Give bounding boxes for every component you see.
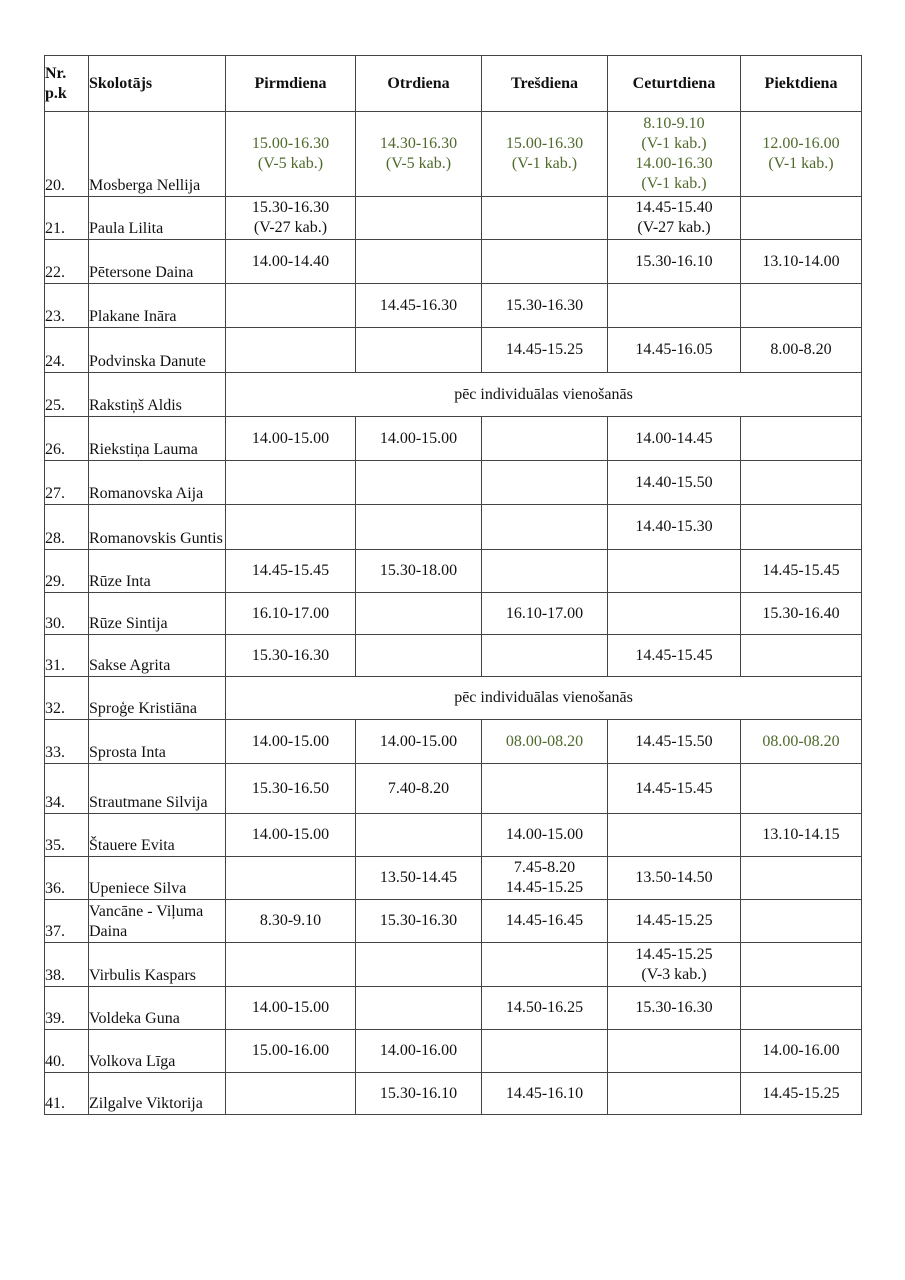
table-row [45,240,862,284]
friday-slot [741,900,862,943]
friday-slot: 12.00-16.00 (V-1 kab.) [741,112,862,197]
friday-slot: 8.00-8.20 [741,328,862,373]
monday-slot: 15.00-16.00 [226,1030,356,1073]
wednesday-slot: 16.10-17.00 [482,593,608,635]
teacher-name: Pētersone Daina [89,240,226,284]
tuesday-slot: 14.00-15.00 [356,720,482,764]
wednesday-slot [482,635,608,677]
table-row [45,373,862,417]
row-number: 28. [45,505,89,550]
row-number: 41. [45,1073,89,1115]
friday-slot: 13.10-14.15 [741,814,862,857]
table-row [45,943,862,987]
row-number: 33. [45,720,89,764]
thursday-slot: 15.30-16.10 [608,240,741,284]
tuesday-slot: 14.00-15.00 [356,417,482,461]
thursday-slot: 14.45-15.40 (V-27 kab.) [608,197,741,240]
monday-slot: 14.00-15.00 [226,814,356,857]
tuesday-slot [356,814,482,857]
monday-slot [226,284,356,328]
teacher-name: Rūze Inta [89,550,226,593]
wednesday-slot [482,1030,608,1073]
table-row [45,987,862,1030]
monday-slot: 15.30-16.50 [226,764,356,814]
wednesday-slot [482,764,608,814]
table-row [45,857,862,900]
table-row [45,814,862,857]
teacher-name: Sprosta Inta [89,720,226,764]
header-wednesday: Trešdiena [482,56,608,112]
wednesday-slot: 7.45-8.20 14.45-15.25 [482,857,608,900]
friday-slot [741,943,862,987]
table-row [45,417,862,461]
monday-slot [226,1073,356,1115]
friday-slot: 14.00-16.00 [741,1030,862,1073]
teacher-name: Plakane Ināra [89,284,226,328]
thursday-slot: 14.00-14.45 [608,417,741,461]
tuesday-slot [356,943,482,987]
row-number: 29. [45,550,89,593]
thursday-slot [608,1030,741,1073]
teacher-name: Vancāne - Viļuma Daina [89,900,226,943]
wednesday-slot [482,550,608,593]
teacher-name: Riekstiņa Lauma [89,417,226,461]
monday-slot: 14.00-15.00 [226,417,356,461]
thursday-slot [608,550,741,593]
teacher-name: Podvinska Danute [89,328,226,373]
friday-slot [741,197,862,240]
thursday-slot [608,814,741,857]
header-thursday: Ceturtdiena [608,56,741,112]
monday-slot [226,505,356,550]
teacher-name: Zilgalve Viktorija [89,1073,226,1115]
header-tuesday: Otrdiena [356,56,482,112]
tuesday-slot [356,240,482,284]
wednesday-slot [482,461,608,505]
friday-slot [741,857,862,900]
tuesday-slot [356,635,482,677]
row-number: 30. [45,593,89,635]
monday-slot: 14.00-15.00 [226,987,356,1030]
row-number: 26. [45,417,89,461]
tuesday-slot [356,505,482,550]
monday-slot: 15.30-16.30 (V-27 kab.) [226,197,356,240]
table-row [45,677,862,720]
consultation-schedule-table [44,55,862,1115]
thursday-slot: 13.50-14.50 [608,857,741,900]
friday-slot [741,635,862,677]
row-number: 22. [45,240,89,284]
teacher-name: Strautmane Silvija [89,764,226,814]
table-row [45,197,862,240]
monday-slot [226,857,356,900]
teacher-name: Paula Lilita [89,197,226,240]
monday-slot: 16.10-17.00 [226,593,356,635]
tuesday-slot [356,987,482,1030]
tuesday-slot: 14.45-16.30 [356,284,482,328]
thursday-slot: 14.40-15.30 [608,505,741,550]
header-nr: Nr. p.k [45,56,89,112]
tuesday-slot: 15.30-16.30 [356,900,482,943]
wednesday-slot: 15.00-16.30 (V-1 kab.) [482,112,608,197]
header-monday: Pirmdiena [226,56,356,112]
friday-slot: 08.00-08.20 [741,720,862,764]
monday-slot: 15.30-16.30 [226,635,356,677]
table-row [45,550,862,593]
table-row [45,720,862,764]
wednesday-slot [482,417,608,461]
row-number: 37. [45,900,89,943]
tuesday-slot: 13.50-14.45 [356,857,482,900]
teacher-name: Štauere Evita [89,814,226,857]
monday-slot: 14.45-15.45 [226,550,356,593]
monday-slot: 15.00-16.30 (V-5 kab.) [226,112,356,197]
tuesday-slot: 7.40-8.20 [356,764,482,814]
row-number: 38. [45,943,89,987]
friday-slot [741,417,862,461]
row-number: 27. [45,461,89,505]
row-number: 23. [45,284,89,328]
wednesday-slot: 14.45-16.10 [482,1073,608,1115]
wednesday-slot: 08.00-08.20 [482,720,608,764]
thursday-slot: 14.45-15.50 [608,720,741,764]
teacher-name: Mosberga Nellija [89,112,226,197]
table-row [45,112,862,197]
teacher-name: Volkova Līga [89,1030,226,1073]
monday-slot: 14.00-14.40 [226,240,356,284]
tuesday-slot [356,461,482,505]
friday-slot [741,284,862,328]
row-number: 35. [45,814,89,857]
teacher-name: Voldeka Guna [89,987,226,1030]
table-row [45,1030,862,1073]
table-row [45,461,862,505]
tuesday-slot: 14.00-16.00 [356,1030,482,1073]
table-row [45,1073,862,1115]
friday-slot [741,505,862,550]
teacher-name: Upeniece Silva [89,857,226,900]
friday-slot [741,987,862,1030]
teacher-name: Virbulis Kaspars [89,943,226,987]
thursday-slot [608,1073,741,1115]
tuesday-slot: 15.30-18.00 [356,550,482,593]
monday-slot: 14.00-15.00 [226,720,356,764]
thursday-slot: 14.45-16.05 [608,328,741,373]
table-row [45,505,862,550]
friday-slot: 14.45-15.45 [741,550,862,593]
thursday-slot: 8.10-9.10 (V-1 kab.) 14.00-16.30 (V-1 kab.) [608,112,741,197]
thursday-slot [608,593,741,635]
wednesday-slot: 14.50-16.25 [482,987,608,1030]
row-number: 24. [45,328,89,373]
wednesday-slot: 14.00-15.00 [482,814,608,857]
wednesday-slot [482,197,608,240]
monday-slot: 8.30-9.10 [226,900,356,943]
friday-slot [741,461,862,505]
thursday-slot: 14.45-15.45 [608,764,741,814]
friday-slot [741,764,862,814]
teacher-name: Romanovskis Guntis [89,505,226,550]
tuesday-slot: 14.30-16.30 (V-5 kab.) [356,112,482,197]
row-number: 34. [45,764,89,814]
row-number: 20. [45,112,89,197]
wednesday-slot: 14.45-16.45 [482,900,608,943]
friday-slot: 15.30-16.40 [741,593,862,635]
row-number: 36. [45,857,89,900]
wednesday-slot [482,943,608,987]
table-row [45,764,862,814]
header-teacher: Skolotājs [89,56,226,112]
monday-slot [226,943,356,987]
monday-slot [226,328,356,373]
table-row [45,593,862,635]
wednesday-slot [482,505,608,550]
teacher-name: Rūze Sintija [89,593,226,635]
thursday-slot: 14.45-15.25 [608,900,741,943]
thursday-slot: 14.45-15.25 (V-3 kab.) [608,943,741,987]
thursday-slot: 14.40-15.50 [608,461,741,505]
header-friday: Piektdiena [741,56,862,112]
teacher-name: Sakse Agrita [89,635,226,677]
thursday-slot: 15.30-16.30 [608,987,741,1030]
thursday-slot [608,284,741,328]
friday-slot: 13.10-14.00 [741,240,862,284]
row-number: 39. [45,987,89,1030]
row-number: 25. [45,373,89,417]
wednesday-slot: 14.45-15.25 [482,328,608,373]
thursday-slot: 14.45-15.45 [608,635,741,677]
table-row [45,284,862,328]
monday-slot [226,461,356,505]
row-number: 40. [45,1030,89,1073]
individual-arrangement-note: pēc individuālas vienošanās [226,373,862,417]
wednesday-slot [482,240,608,284]
header-row [45,56,862,112]
table-row [45,635,862,677]
teacher-name: Rakstiņš Aldis [89,373,226,417]
table-row [45,900,862,943]
individual-arrangement-note: pēc individuālas vienošanās [226,677,862,720]
tuesday-slot [356,328,482,373]
teacher-name: Sproģe Kristiāna [89,677,226,720]
teacher-name: Romanovska Aija [89,461,226,505]
friday-slot: 14.45-15.25 [741,1073,862,1115]
table-row [45,328,862,373]
row-number: 21. [45,197,89,240]
wednesday-slot: 15.30-16.30 [482,284,608,328]
tuesday-slot [356,593,482,635]
tuesday-slot: 15.30-16.10 [356,1073,482,1115]
row-number: 32. [45,677,89,720]
row-number: 31. [45,635,89,677]
schedule-body [45,112,862,1115]
tuesday-slot [356,197,482,240]
